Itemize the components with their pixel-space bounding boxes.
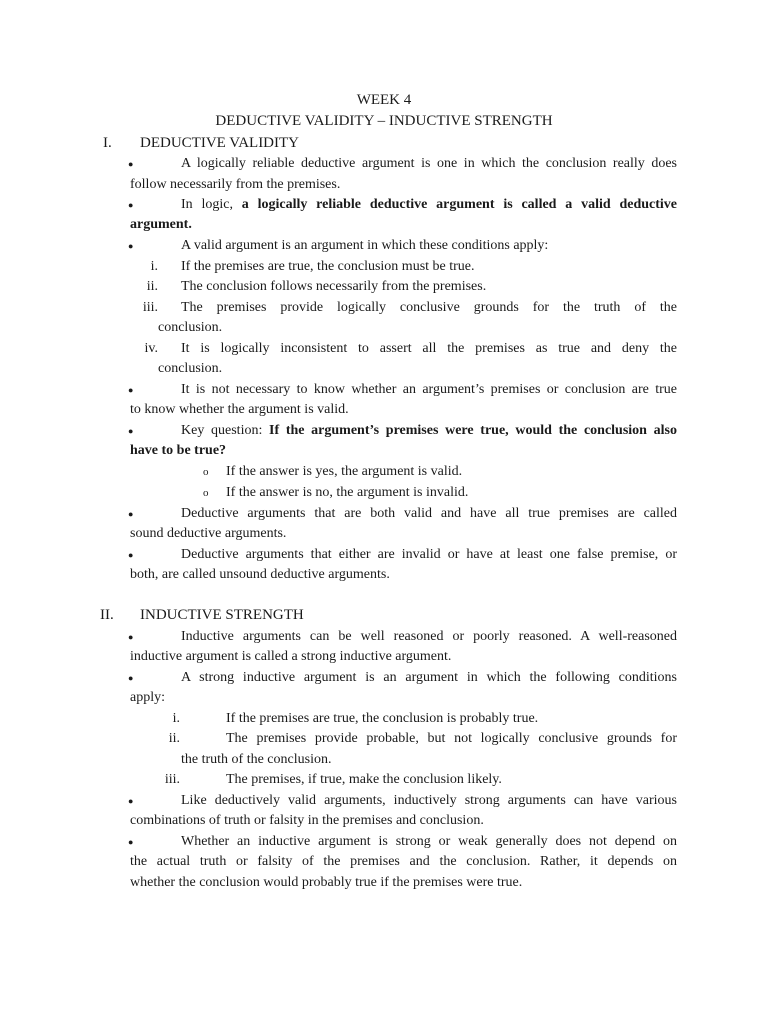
bullet-icon: ●: [128, 241, 134, 251]
bullet-icon: ●: [128, 426, 134, 436]
bullet-icon: ●: [128, 159, 134, 169]
s1-cond3-line1: The premises provide logically conclusive grounds for the truth of the: [181, 300, 677, 315]
s1-cond4-numeral: iv.: [144, 341, 158, 356]
s2-cond1-text: If the premises are true, the conclusion is probably true.: [226, 711, 539, 726]
s1-b5-line1: [181, 421, 677, 441]
circle-bullet-icon: o: [203, 487, 209, 499]
week-label: WEEK 4: [356, 92, 412, 108]
s2-b4-line2: the actual truth or falsity of the premises and the conclusion. Rather, it depends on: [130, 854, 677, 869]
bullet-icon: ●: [128, 796, 134, 806]
s1-b7-line1: Deductive arguments that either are invalid or have at least one false premise, or: [181, 547, 677, 562]
s1-b1-line2: follow necessarily from the premises.: [130, 177, 341, 192]
s1-b3-line1: A valid argument is an argument in which these conditions apply:: [181, 238, 549, 253]
s1-b6-line1: Deductive arguments that are both valid and have all true premises are called: [181, 506, 677, 521]
s1-b2-line1: [181, 195, 677, 215]
s2-b3-line2: combinations of truth or falsity in the premises and conclusion.: [130, 813, 484, 828]
s1-b5-bold2: have to be true?: [130, 443, 227, 458]
s1-cond3-line2: conclusion.: [158, 320, 223, 335]
s1-b2-bold1: a logically reliable deductive argument is called a valid deductive: [241, 197, 677, 212]
s2-cond3-numeral: iii.: [164, 772, 180, 787]
section1-numeral: I.: [103, 135, 112, 151]
s2-cond2-line2: the truth of the conclusion.: [181, 752, 332, 767]
bullet-icon: ●: [128, 673, 134, 683]
s1-cond2-numeral: ii.: [146, 279, 158, 294]
circle-bullet-icon: o: [203, 466, 209, 478]
s1-cond1-numeral: i.: [150, 259, 158, 274]
s1-b7-line2: both, are called unsound deductive arguments.: [130, 567, 390, 582]
s1-b4-line2: to know whether the argument is valid.: [130, 402, 349, 417]
s1-cond4-line2: conclusion.: [158, 361, 223, 376]
s2-b3-line1: Like deductively valid arguments, inductively strong arguments can have various: [181, 793, 677, 808]
s1-b2-bold2: argument.: [130, 217, 192, 232]
bullet-icon: ●: [128, 200, 134, 210]
s2-b1-line2: inductive argument is called a strong inductive argument.: [130, 649, 452, 664]
s2-cond1-numeral: i.: [172, 711, 180, 726]
s1-cond2-text: The conclusion follows necessarily from the premises.: [181, 279, 487, 294]
s1-answer-yes: If the answer is yes, the argument is valid.: [226, 464, 463, 479]
s1-b5-prefix: Key question:: [181, 423, 270, 438]
document-title: DEDUCTIVE VALIDITY – INDUCTIVE STRENGTH: [215, 113, 553, 129]
s1-b6-line2: sound deductive arguments.: [130, 526, 287, 541]
s2-b4-line3: whether the conclusion would probably true if the premises were true.: [130, 875, 523, 890]
s2-cond3-text: The premises, if true, make the conclusion likely.: [226, 772, 502, 787]
s1-b5-bold1: If the argument’s premises were true, would the conclusion also: [269, 423, 677, 438]
s2-b2-line2: apply:: [130, 690, 165, 705]
s2-b4-line1: Whether an inductive argument is strong or weak generally does not depend on: [181, 834, 677, 849]
section1-heading: DEDUCTIVE VALIDITY: [140, 135, 300, 151]
bullet-icon: ●: [128, 632, 134, 642]
s2-b2-line1: A strong inductive argument is an argument in which the following conditions: [181, 670, 677, 685]
s1-b2-prefix: In logic,: [181, 197, 242, 212]
s2-b1-line1: Inductive arguments can be well reasoned or poorly reasoned. A well-reasoned: [181, 629, 677, 644]
s1-b1-line1: A logically reliable deductive argument is one in which the conclusion really does: [181, 156, 677, 171]
bullet-icon: ●: [128, 837, 134, 847]
bullet-icon: ●: [128, 385, 134, 395]
bullet-icon: ●: [128, 509, 134, 519]
s1-cond4-line1: It is logically inconsistent to assert all the premises as true and deny the: [181, 341, 677, 356]
s2-cond2-line1: The premises provide probable, but not logically conclusive grounds for: [226, 731, 677, 746]
s2-cond2-numeral: ii.: [168, 731, 180, 746]
section2-heading: INDUCTIVE STRENGTH: [140, 607, 304, 623]
section2-numeral: II.: [100, 607, 114, 623]
bullet-icon: ●: [128, 550, 134, 560]
s1-cond1-text: If the premises are true, the conclusion must be true.: [181, 259, 475, 274]
s1-cond3-numeral: iii.: [142, 300, 158, 315]
s1-answer-no: If the answer is no, the argument is invalid.: [226, 485, 469, 500]
s1-b4-line1: It is not necessary to know whether an argument’s premises or conclusion are true: [181, 382, 677, 397]
